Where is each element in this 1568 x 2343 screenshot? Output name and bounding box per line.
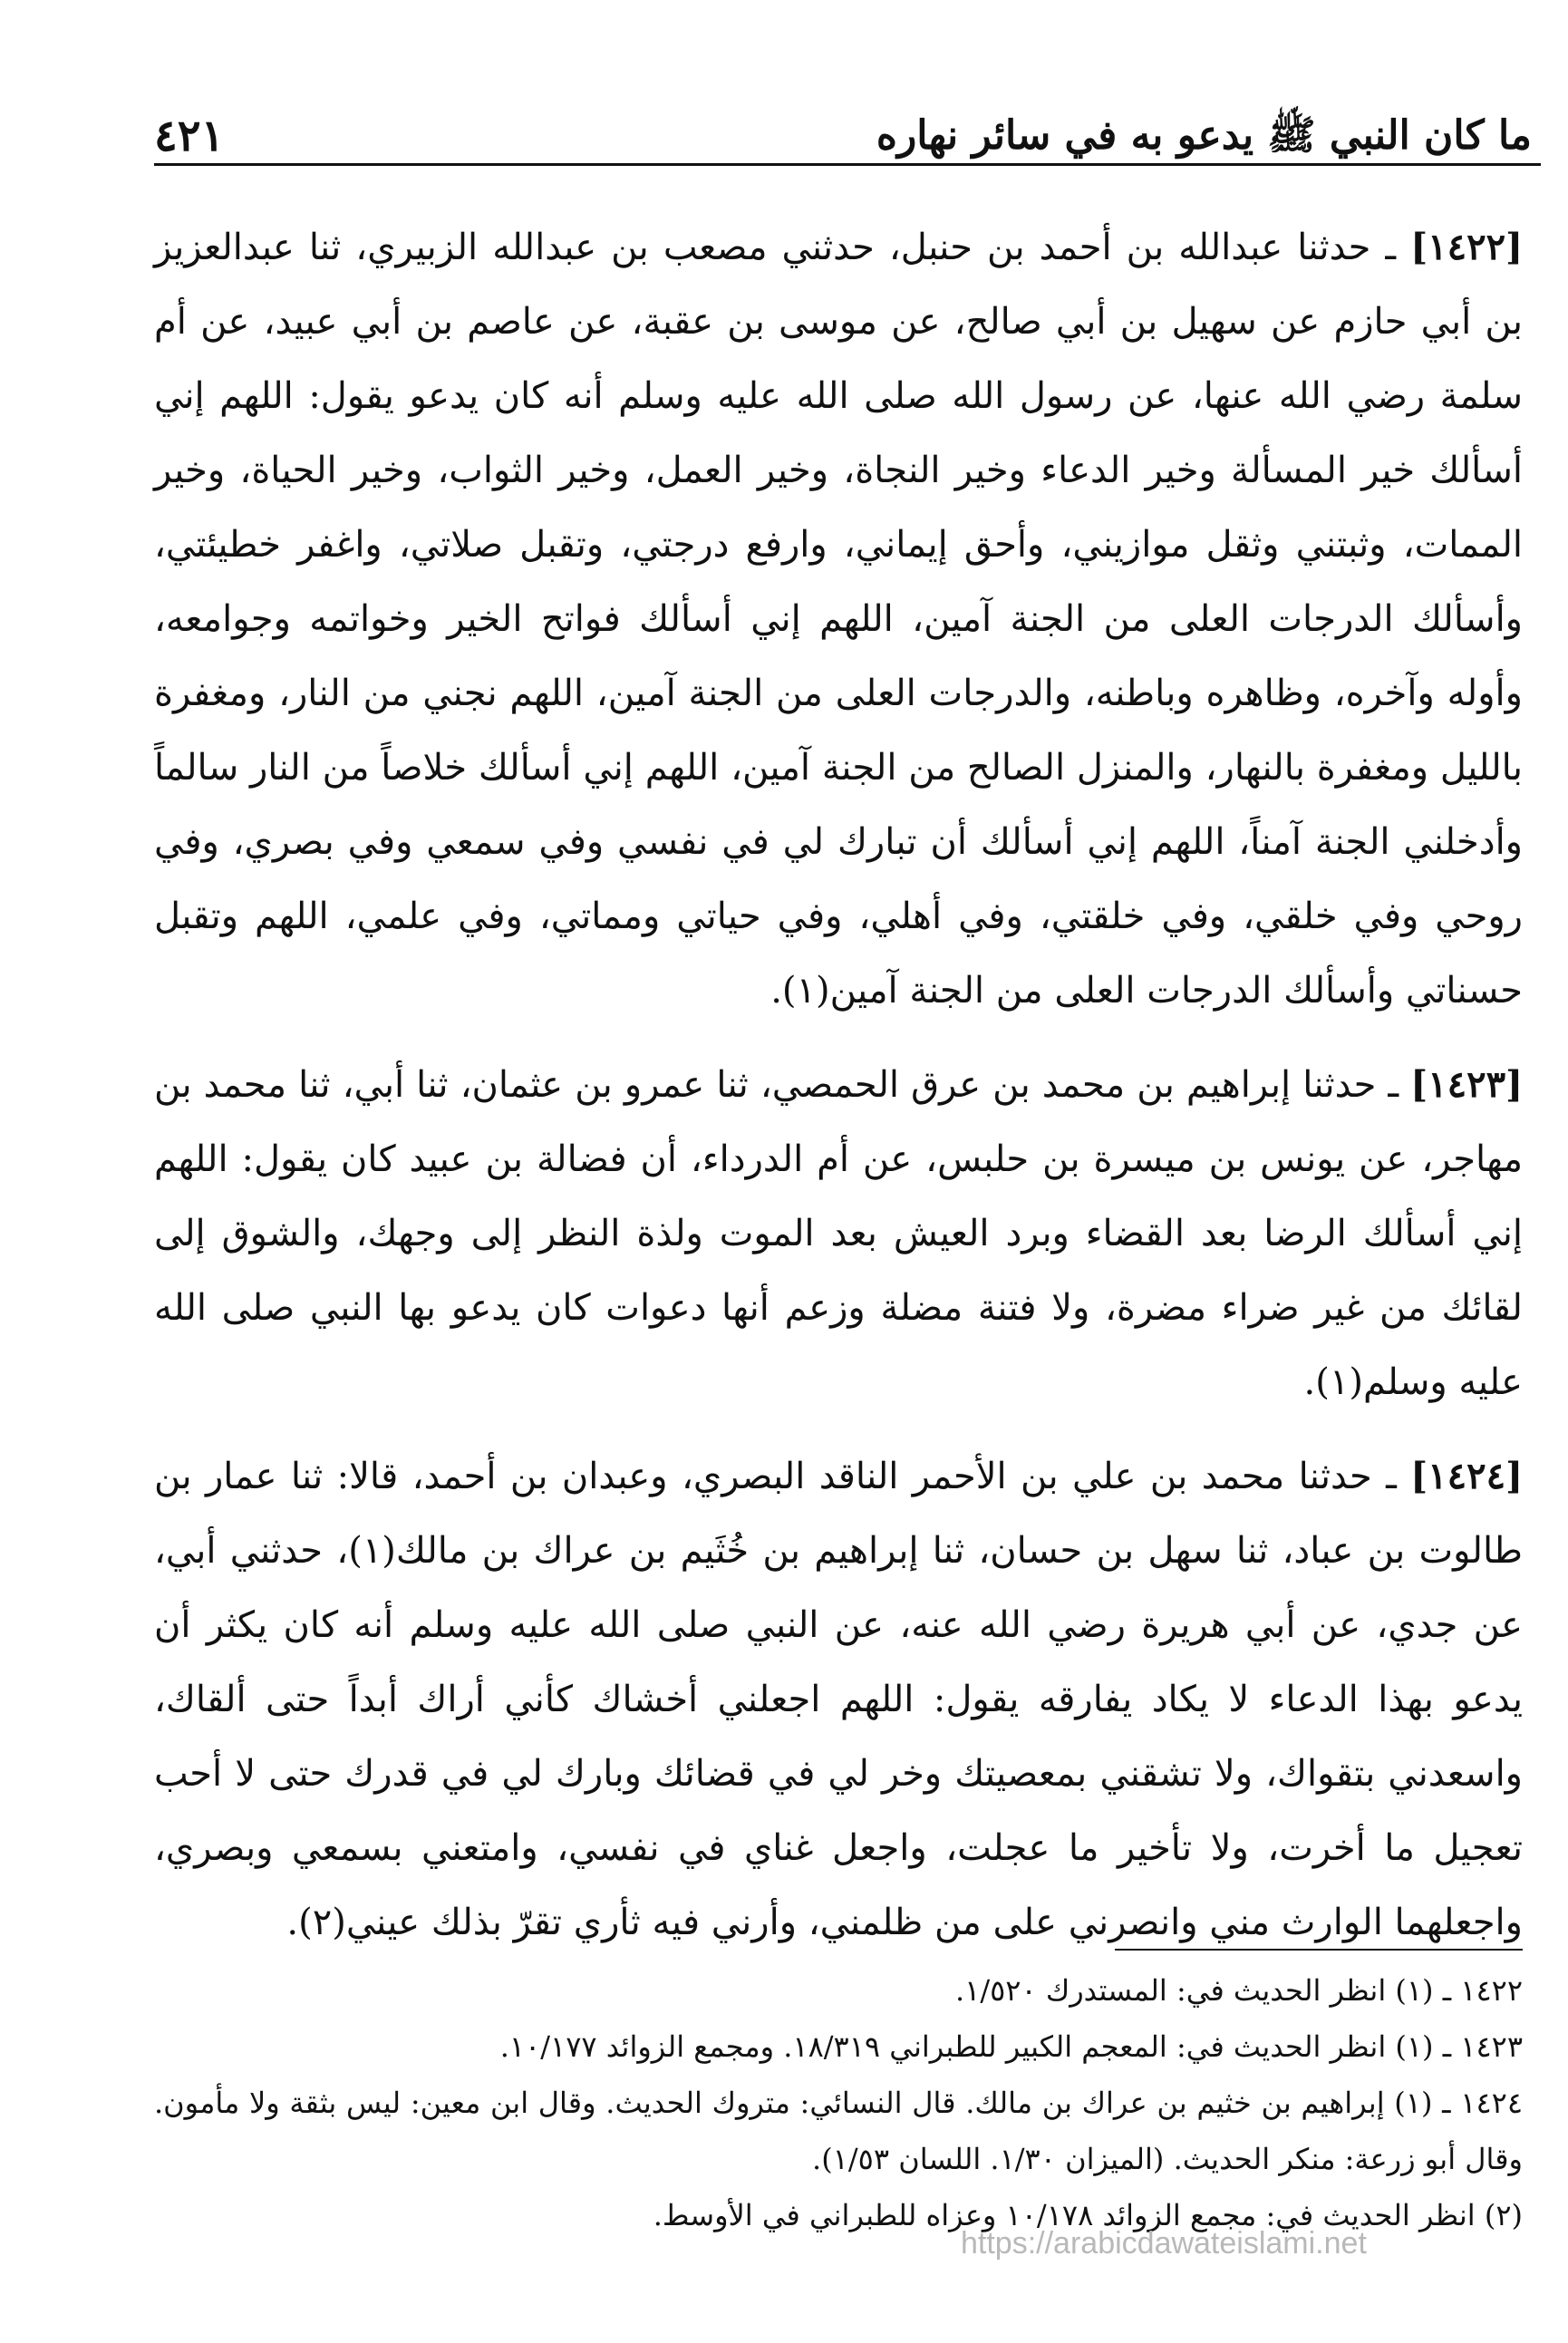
footnotes: [154, 1962, 1523, 2243]
watermark-url: https://arabicdawateislami.net: [961, 2226, 1367, 2261]
chapter-title: ما كان النبي ﷺ يدعو به في سائر نهاره: [876, 112, 1532, 159]
page-number: ٤٢١: [154, 111, 225, 161]
header-divider: [154, 163, 1541, 166]
hadith-text: ـ حدثنا عبدالله بن أحمد بن حنبل، حدثني مصعب بن عبدالله الزبيري، ثنا عبدالعزيز بن أبي حازم عن سهيل بن أبي صالح، عن موسى بن عقبة، عن عاصم بن أبي عبيد، عن أم سلمة رضي الله عنها، عن رسول الله صلى الله عليه وسلم أنه كان يدعو يقول: اللهم إني أسألك خير المسألة وخير الدعاء وخير النجاة، وخير العمل، وخير الثواب، وخير الحياة، وخير الممات، وثبتني وثقل موازيني، وأحق إيماني، وارفع درجتي، وتقبل صلاتي، واغفر خطيئتي، وأسألك الدرجات العلى من الجنة آمين، اللهم إني أسألك فواتح الخير وخواتمه وجوامعه، وأوله وآخره، وظاهره وباطنه، والدرجات العلى من الجنة آمين، اللهم نجني من النار، ومغفرة بالليل ومغفرة بالنهار، والمنزل الصالح من الجنة آمين، اللهم إني أسألك خلاصاً من النار سالماً وأدخلني الجنة آمناً، اللهم إني أسألك أن تبارك لي في نفسي وفي سمعي وفي بصري، وفي روحي وفي خلقي، وفي خلقتي، وفي أهلي، وفي حياتي ومماتي، وفي علمي، اللهم وتقبل حسناتي وأسألك الدرجات العلى من الجنة آمين(١).: [154, 227, 1523, 1012]
footnote-1422: ١٤٢٢ ـ (١) انظر الحديث في: المستدرك ١/٥٢٠.: [954, 1973, 1523, 2008]
footnote-1424-1: ١٤٢٤ ـ (١) إبراهيم بن خثيم بن عراك بن مالك. قال النسائي: متروك الحديث. وقال ابن معين: ليس بثقة ولا مأمون. وقال أبو زرعة: منكر الحديث. (الميزان ١/٣٠. اللسان ١/٥٣).: [154, 2086, 1524, 2176]
hadith-1422: [154, 210, 1523, 1028]
hadith-number: [١٤٢٣]: [1410, 1063, 1523, 1106]
footnote-divider: [1115, 1949, 1523, 1951]
page-header: [154, 100, 1532, 163]
hadith-number: [١٤٢٤]: [1410, 1455, 1523, 1497]
main-text: [154, 210, 1523, 1980]
hadith-text: ـ حدثنا محمد بن علي بن الأحمر الناقد البصري، وعبدان بن أحمد، قالا: ثنا عمار بن طالوت بن عباد، ثنا سهل بن حسان، ثنا إبراهيم بن خُثَيم بن عراك بن مالك(١)، حدثني أبي، عن جدي، عن أبي هريرة رضي الله عنه، عن النبي صلى الله عليه وسلم أنه كان يكثر أن يدعو بهذا الدعاء لا يكاد يفارقه يقول: اللهم اجعلني أخشاك كأني أراك أبداً حتى ألقاك، واسعدني بتقواك، ولا تشقني بمعصيتك وخر لي في قضائك وبارك لي في قدرك حتى لا أحب تعجيل ما أخرت، ولا تأخير ما عجلت، واجعل غناي في نفسي، وامتعني بسمعي وبصري، واجعلهما الوارث مني وانصرني على من ظلمني، وأرني فيه ثأري تقرّ بذلك عيني(٢).: [154, 1456, 1523, 1943]
hadith-number: [١٤٢٢]: [1410, 226, 1523, 268]
footnote-1423: ١٤٢٣ ـ (١) انظر الحديث في: المعجم الكبير للطبراني ١٨/٣١٩. ومجمع الزوائد ١٠/١٧٧.: [499, 2029, 1523, 2064]
hadith-1423: [154, 1048, 1523, 1419]
hadith-1424: [154, 1439, 1523, 1960]
footnote-1424-2: (٢) انظر الحديث في: مجمع الزوائد ١٠/١٧٨ وعزاه للطبراني في الأوسط.: [653, 2198, 1523, 2232]
hadith-text: ـ حدثنا إبراهيم بن محمد بن عرق الحمصي، ثنا عمرو بن عثمان، ثنا أبي، ثنا محمد بن مهاجر، عن يونس بن ميسرة بن حلبس، عن أم الدرداء، أن فضالة بن عبيد كان يقول: اللهم إني أسألك الرضا بعد القضاء وبرد العيش بعد الموت ولذة النظر إلى وجهك، والشوق إلى لقائك من غير ضراء مضرة، ولا فتنة مضلة وزعم أنها دعوات كان يدعو بها النبي صلى الله عليه وسلم(١).: [154, 1064, 1523, 1403]
